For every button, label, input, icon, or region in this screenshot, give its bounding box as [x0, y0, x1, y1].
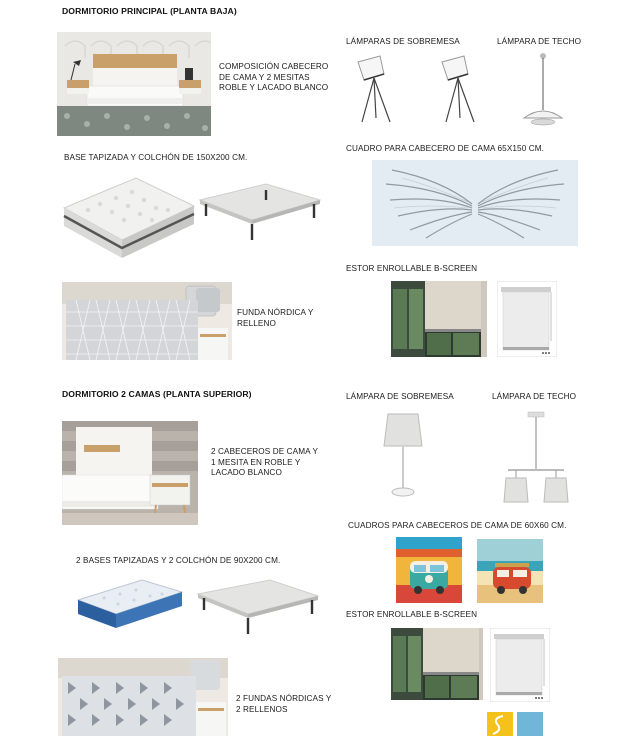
twin-ceiling-lamp-icon [500, 410, 572, 506]
twin-roller-blind-label: ESTOR ENROLLABLE B-SCREEN [346, 610, 478, 619]
brand-logo-mark [487, 712, 543, 736]
twin-mattress-photo [74, 576, 186, 630]
table-lamp-2-icon [436, 52, 482, 124]
van-painting-1 [396, 537, 462, 603]
bedroom-headboard-photo [57, 32, 211, 136]
twin-duvet-photo [58, 658, 228, 736]
twin-headboard-description: 2 CABECEROS DE CAMA Y 1 MESITA EN ROBLE Y LACADO BLANCO [211, 447, 318, 477]
painting-label: CUADRO PARA CABECERO DE CAMA 65X150 CM. [346, 144, 545, 153]
van-painting-2 [477, 539, 543, 603]
roller-blind-label: ESTOR ENROLLABLE B-SCREEN [346, 264, 478, 273]
twin-duvet-description: 2 FUNDAS NÓRDICAS Y 2 RELLENOS [236, 694, 332, 714]
headboard-description: COMPOSICIÓN CABECERO DE CAMA Y 2 MESITAS ROBLE Y LACADO BLANCO [219, 62, 329, 92]
twin-table-lamp-label: LÁMPARA DE SOBREMESA [346, 392, 454, 401]
twin-roller-blind-product-photo [490, 628, 550, 702]
ceiling-lamp-icon [520, 52, 566, 132]
roller-blind-room-photo [391, 281, 487, 357]
twin-paintings-label: CUADROS PARA CABECEROS DE CAMA DE 60X60 CM. [348, 521, 567, 530]
ceiling-lamp-label: LÁMPARA DE TECHO [497, 37, 582, 46]
twin-ceiling-lamp-label: LÁMPARA DE TECHO [492, 392, 577, 401]
wings-painting [372, 160, 578, 246]
roller-blind-product-photo [497, 281, 557, 357]
twin-upholstered-base-photo [194, 576, 322, 636]
table-lamps-label: LÁMPARAS DE SOBREMESA [346, 37, 460, 46]
upholstered-base-photo [196, 180, 322, 244]
twin-table-lamp-icon [380, 410, 426, 500]
twin-roller-blind-room-photo [391, 628, 483, 700]
twin-bedroom-photo [62, 421, 198, 525]
table-lamp-1-icon [352, 52, 398, 124]
duvet-photo [62, 282, 232, 360]
base-mattress-description: BASE TAPIZADA Y COLCHÓN DE 150X200 CM. [64, 153, 248, 162]
duvet-description: FUNDA NÓRDICA Y RELLENO [237, 308, 314, 328]
section1-title: DORMITORIO PRINCIPAL (PLANTA BAJA) [62, 6, 237, 16]
section2-title: DORMITORIO 2 CAMAS (PLANTA SUPERIOR) [62, 389, 252, 399]
twin-base-mattress-description: 2 BASES TAPIZADAS Y 2 COLCHÓN DE 90X200 CM. [76, 556, 281, 565]
mattress-photo [60, 174, 196, 262]
